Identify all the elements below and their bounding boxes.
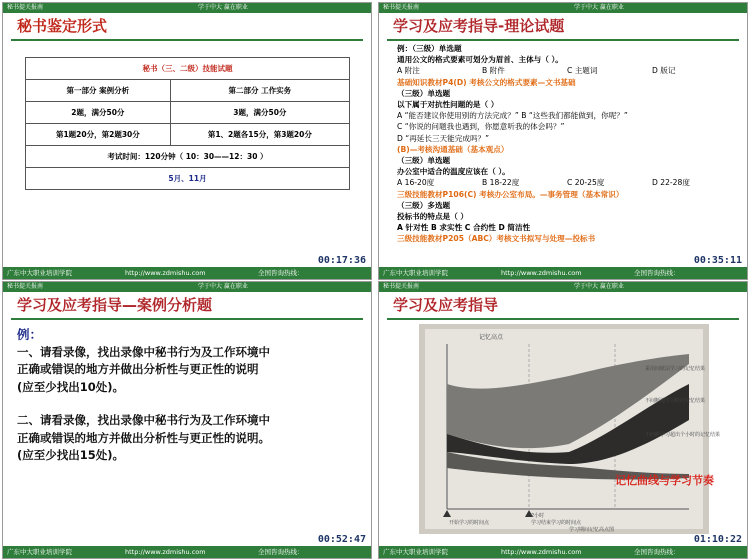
slide-footer-bar — [379, 267, 747, 279]
chart-caption: 记忆曲线与学习节奏 — [615, 474, 714, 487]
header-left-text: 秘书提关报南 — [7, 4, 44, 11]
slide-footer-bar — [3, 267, 371, 279]
option: B 附件 — [482, 66, 505, 76]
slide-header-bar — [3, 282, 371, 292]
footer-school: 广东中大职业培训学院 — [7, 548, 72, 556]
answer-note: 基础知识教材P4(D) 考核公文的格式要素—文书基础 — [397, 77, 576, 87]
part2-scores: 第1、2题各15分，第3题20分 — [170, 124, 349, 146]
slide-case-analysis[interactable] — [2, 281, 372, 559]
option: C 主题词 — [567, 66, 598, 76]
header-left-text: 秘书提关报南 — [383, 283, 420, 290]
slide-title: 秘书鉴定形式 — [17, 17, 108, 35]
video-timer: 00:17:36 — [317, 255, 366, 266]
slide-footer-bar — [3, 546, 371, 558]
option: A 16-20度 — [397, 178, 435, 188]
footer-school: 广东中大职业培训学院 — [383, 548, 448, 556]
footer-url: http://www.zdmishu.com — [125, 269, 206, 277]
title-divider — [11, 39, 363, 41]
answer-note: (B)—考核沟通基础（基本观点） — [397, 144, 509, 154]
answer-note: 三级技能教材P205（ABC）考核文书拟写与处理—投标书 — [397, 234, 596, 244]
video-timer: 01:10:22 — [693, 534, 742, 545]
slide-footer-bar — [379, 546, 747, 558]
part2-questions: 3题，满分50分 — [170, 102, 349, 124]
tick-2h-label: 2小时 — [531, 513, 545, 519]
footer-url: http://www.zdmishu.com — [501, 269, 582, 277]
slide-header-bar — [379, 282, 747, 292]
part2-cell: 第二部分 工作实务 — [170, 80, 349, 102]
case-content — [17, 326, 359, 465]
question-text: 通用公文的格式要素可划分为眉首、主体与（ ）。 — [397, 55, 563, 65]
part1-questions: 2题，满分50分 — [26, 102, 171, 124]
option: D 22-28度 — [652, 178, 690, 188]
case-line: (应至少找出10处)。 — [17, 379, 125, 394]
case-line: (应至少找出15处)。 — [17, 448, 125, 462]
question-text: 投标书的特点是（ ） — [397, 212, 468, 222]
option-line: A “能否建议你使用别的方法完成？” B “这些我们都能做到，你呢？” — [397, 111, 628, 121]
answer-note: 三级技能教材P106(C) 考核办公室布局。—事务管理（基本常识） — [397, 189, 624, 199]
title-divider — [387, 318, 739, 320]
table-title: 秘书（三、二级）技能试题 — [26, 58, 350, 80]
slide-title: 学习及应考指导—案例分析题 — [17, 296, 213, 314]
title-divider — [387, 39, 739, 41]
case-line: 正确或错误的地方并做出分析性与更正性的说明。 — [17, 430, 270, 445]
footer-hotline: 全国咨询热线： — [258, 269, 304, 277]
option-line: C “你说的问题我也遇到，你愿意听我的体会吗？” — [397, 122, 565, 132]
option: B 18-22度 — [482, 178, 520, 188]
legend-3: 不间断学习超出个小时的记忆结果 — [645, 432, 721, 438]
question-type: （三级）多选题 — [397, 200, 451, 210]
option: A 附注 — [397, 66, 420, 76]
footer-hotline: 全国咨询热线： — [634, 269, 680, 277]
slide-theory-questions[interactable] — [378, 2, 748, 280]
slide-header-bar — [3, 3, 371, 13]
case-line: 正确或错误的地方并做出分析性与更正性的说明 — [17, 362, 259, 376]
legend-1: 采用间歇法学习的记忆结果 — [645, 366, 706, 372]
header-left-text: 秘书提关报南 — [383, 4, 420, 11]
tick-end-label: 学习结束学习的时间点 — [531, 520, 582, 526]
question-type: 例：（三级）单选题 — [397, 44, 462, 53]
theory-content — [397, 43, 737, 245]
exam-table — [25, 57, 350, 190]
question-text: 办公室中适合的温度应该在（ ）。 — [397, 167, 510, 177]
footer-hotline: 全国咨询热线： — [634, 548, 680, 556]
chart-title: 记忆高点 — [479, 334, 504, 341]
slide-header-bar — [379, 3, 747, 13]
header-right-text: 学于中大 赢在职业 — [198, 283, 248, 290]
option-line: D “再延长三天能完成吗？” — [397, 133, 490, 143]
footer-hotline: 全国咨询热线： — [258, 548, 304, 556]
question-options — [397, 177, 737, 188]
example-label: 例： — [17, 327, 43, 342]
exam-months: 5月、11月 — [26, 168, 350, 190]
option: D 版记 — [652, 66, 676, 76]
header-left-text: 秘书提关报南 — [7, 283, 44, 290]
question-text: 以下属于对抗性问题的是（ ） — [397, 100, 499, 110]
part1-cell: 第一部分 案例分析 — [26, 80, 171, 102]
memory-curve-photo — [419, 324, 721, 534]
case-line: 一、请看录像，找出录像中秘书行为及工作环境中 — [17, 344, 270, 359]
legend-2: 不间断地学习时的记忆结果 — [645, 398, 706, 404]
option-line: A 针对性 B 求实性 C 合约性 D 简洁性 — [397, 223, 531, 233]
footer-url: http://www.zdmishu.com — [501, 548, 582, 556]
question-options — [397, 65, 737, 76]
footer-school: 广东中大职业培训学院 — [383, 269, 448, 277]
part1-scores: 第1题20分，第2题30分 — [26, 124, 171, 146]
question-type: （三级）单选题 — [397, 88, 451, 98]
header-right-text: 学于中大 赢在职业 — [198, 4, 248, 11]
slide-title: 学习及应考指导 — [393, 296, 499, 314]
question-type: （三级）单选题 — [397, 156, 451, 166]
video-timer: 00:52:47 — [317, 534, 366, 545]
tick-start-label: 开始学习的时间点 — [449, 520, 490, 526]
exam-time: 考试时间：120分钟（ 10：30——12：30 ） — [26, 146, 350, 168]
title-divider — [11, 318, 363, 320]
option: C 20-25度 — [567, 178, 605, 188]
slide-memory-curve[interactable] — [378, 281, 748, 559]
header-right-text: 学于中大 赢在职业 — [574, 283, 624, 290]
slide-exam-format[interactable] — [2, 2, 372, 280]
axis-x-label: 学习期间记忆高点图 — [569, 527, 615, 533]
header-right-text: 学于中大 赢在职业 — [574, 4, 624, 11]
video-timer: 00:35:11 — [693, 255, 742, 266]
slide-title: 学习及应考指导-理论试题 — [393, 17, 565, 35]
footer-url: http://www.zdmishu.com — [125, 548, 206, 556]
footer-school: 广东中大职业培训学院 — [7, 269, 72, 277]
case-line: 二、请看录像，找出录像中秘书行为及工作环境中 — [17, 413, 270, 427]
